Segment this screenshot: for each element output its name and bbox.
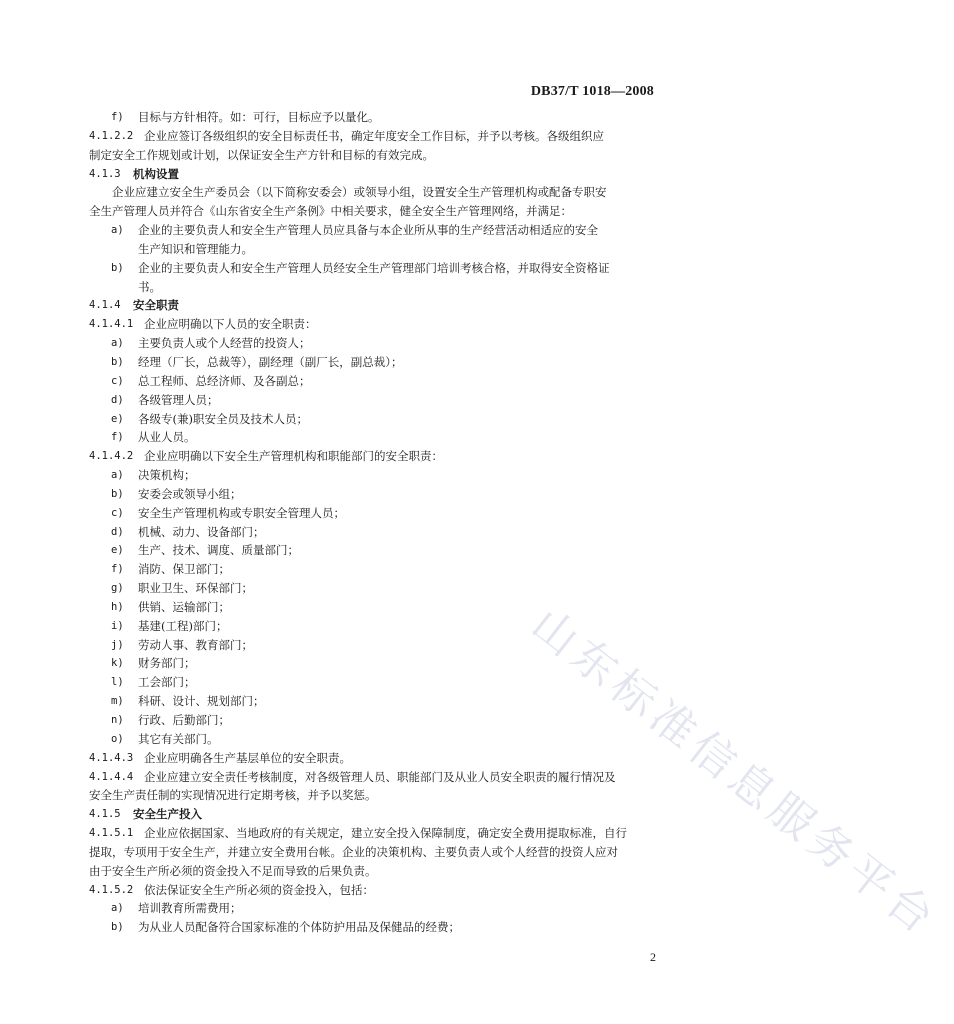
list-item bbox=[89, 353, 660, 372]
list-item-text: 为从业人员配备符合国家标准的个体防护用品及保健品的经费； bbox=[138, 920, 460, 935]
list-item bbox=[89, 579, 660, 598]
list-item-text: 从业人员。 bbox=[138, 430, 196, 445]
section-title: 机构设置 bbox=[133, 166, 179, 181]
list-item-text: 其它有关部门。 bbox=[138, 731, 219, 746]
paragraph-text: 全生产管理人员并符合《山东省安全生产条例》中相关要求，健全安全生产管理网络，并满足： bbox=[89, 204, 572, 219]
list-item bbox=[89, 108, 660, 127]
list-item-marker: b) bbox=[111, 487, 124, 500]
clause-number: 4.1.5.1 bbox=[89, 827, 134, 840]
list-item-text: 企业的主要负责人和安全生产管理人员经安全生产管理部门培训考核合格，并取得安全资格证 bbox=[138, 260, 610, 275]
list-item bbox=[89, 523, 660, 542]
paragraph-text: 由于安全生产所必须的资金投入不足而导致的后果负责。 bbox=[89, 863, 377, 878]
list-item-marker: a) bbox=[111, 224, 124, 237]
clause-number: 4.1.4.2 bbox=[89, 450, 134, 463]
list-item-text: 机械、动力、设备部门； bbox=[138, 524, 265, 539]
list-item-text: 目标与方针相符。如：可行，目标应予以量化。 bbox=[138, 110, 380, 124]
list-item-marker: b) bbox=[111, 921, 124, 934]
paragraph-line bbox=[89, 843, 660, 862]
clause-text: 企业应依据国家、当地政府的有关规定，建立安全投入保障制度，确定安全费用提取标准，自行 bbox=[144, 826, 627, 841]
list-item-text: 劳动人事、教育部门； bbox=[138, 637, 253, 652]
list-item-marker: m) bbox=[111, 695, 124, 708]
list-item-continuation bbox=[89, 278, 660, 297]
paragraph-text: 制定安全工作规划或计划，以保证安全生产方针和目标的有效完成。 bbox=[89, 147, 434, 162]
section-heading bbox=[89, 805, 660, 824]
list-item bbox=[89, 485, 660, 504]
list-item-marker: l) bbox=[111, 676, 124, 689]
clause-text: 企业应明确各生产基层单位的安全职责。 bbox=[144, 750, 351, 765]
list-item-marker: h) bbox=[111, 600, 124, 613]
clause bbox=[89, 749, 660, 768]
list-item-marker: f) bbox=[111, 431, 124, 444]
list-item-text: 决策机构； bbox=[138, 468, 196, 483]
list-item-text: 生产知识和管理能力。 bbox=[138, 241, 253, 256]
list-item bbox=[89, 221, 660, 240]
list-item bbox=[89, 692, 660, 711]
list-item-text: 生产、技术、调度、质量部门； bbox=[138, 543, 299, 558]
section-title: 安全职责 bbox=[133, 298, 179, 313]
list-item-text: 各级管理人员； bbox=[138, 392, 219, 407]
list-item-marker: n) bbox=[111, 714, 124, 726]
list-item bbox=[89, 918, 660, 937]
clause bbox=[89, 768, 660, 787]
list-item bbox=[89, 617, 660, 636]
list-item bbox=[89, 899, 660, 918]
watermark: 山东标准信息服务平台 bbox=[521, 598, 948, 947]
list-item-marker: j) bbox=[111, 638, 124, 651]
list-item bbox=[89, 730, 660, 749]
list-item-marker: c) bbox=[111, 374, 124, 387]
list-item-marker: e) bbox=[111, 412, 124, 425]
clause-text: 企业应建立安全责任考核制度，对各级管理人员、职能部门及从业人员安全职责的履行情况及 bbox=[144, 769, 616, 784]
list-item bbox=[89, 428, 660, 447]
clause-number: 4.1.4.1 bbox=[89, 318, 134, 331]
section-title: 安全生产投入 bbox=[133, 807, 202, 822]
list-item bbox=[89, 541, 660, 560]
clause bbox=[89, 447, 660, 466]
document-body bbox=[89, 108, 660, 937]
clause bbox=[89, 881, 660, 900]
list-item-continuation bbox=[89, 240, 660, 259]
list-item-marker: k) bbox=[111, 657, 124, 670]
paragraph-line bbox=[89, 786, 660, 805]
paragraph-text: 安全生产责任制的实现情况进行定期考核，并予以奖惩。 bbox=[89, 788, 377, 803]
list-item-text: 安全生产管理机构或专职安全管理人员； bbox=[138, 505, 345, 520]
list-item-marker: a) bbox=[111, 902, 124, 915]
list-item bbox=[89, 636, 660, 655]
list-item-text: 科研、设计、规划部门； bbox=[138, 694, 265, 709]
list-item bbox=[89, 673, 660, 692]
clause-number: 4.1.4.4 bbox=[89, 770, 134, 783]
list-item bbox=[89, 654, 660, 673]
paragraph-line bbox=[89, 146, 660, 165]
clause bbox=[89, 127, 660, 146]
clause-text: 企业应明确以下安全生产管理机构和职能部门的安全职责： bbox=[144, 449, 443, 464]
section-heading bbox=[89, 296, 660, 315]
list-item-text: 消防、保卫部门； bbox=[138, 562, 230, 577]
section-number: 4.1.3 bbox=[89, 167, 121, 180]
list-item-marker: f) bbox=[111, 563, 124, 576]
standard-code: DB37/T 1018—2008 bbox=[530, 84, 654, 99]
paragraph-line bbox=[89, 862, 660, 881]
list-item-marker: c) bbox=[111, 506, 124, 519]
list-item-marker: i) bbox=[111, 619, 124, 632]
paragraph-line bbox=[89, 183, 660, 202]
section-number: 4.1.5 bbox=[89, 808, 121, 821]
section-heading bbox=[89, 165, 660, 184]
clause-text: 依法保证安全生产所必须的资金投入，包括： bbox=[144, 882, 374, 897]
paragraph-text: 提取，专项用于安全生产，并建立安全费用台帐。企业的决策机构、主要负责人或个人经营的投资人应对 bbox=[89, 844, 618, 859]
clause-text: 企业应签订各级组织的安全目标责任书，确定年度安全工作目标，并予以考核。各级组织应 bbox=[144, 128, 604, 143]
list-item-text: 企业的主要负责人和安全生产管理人员应具备与本企业所从事的生产经营活动相适应的安全 bbox=[138, 223, 598, 238]
list-item bbox=[89, 598, 660, 617]
list-item-text: 总工程师、总经济师、及各副总； bbox=[138, 373, 311, 388]
list-item-marker: d) bbox=[111, 393, 124, 406]
clause bbox=[89, 315, 660, 334]
list-item-text: 主要负责人或个人经营的投资人； bbox=[138, 336, 311, 351]
list-item-text: 工会部门； bbox=[138, 675, 196, 690]
list-item-marker: f) bbox=[111, 111, 124, 123]
clause bbox=[89, 824, 660, 843]
list-item-marker: a) bbox=[111, 469, 124, 482]
list-item bbox=[89, 372, 660, 391]
list-item-marker: g) bbox=[111, 582, 124, 595]
list-item bbox=[89, 711, 660, 730]
clause-number: 4.1.2.2 bbox=[89, 129, 134, 142]
list-item bbox=[89, 560, 660, 579]
list-item-text: 基建(工程)部门； bbox=[138, 618, 228, 633]
page-number: 2 bbox=[650, 950, 656, 964]
list-item-text: 财务部门； bbox=[138, 656, 196, 671]
list-item-text: 培训教育所需费用； bbox=[138, 901, 242, 916]
list-item-marker: b) bbox=[111, 261, 124, 274]
list-item-marker: e) bbox=[111, 544, 124, 557]
list-item-marker: o) bbox=[111, 732, 124, 745]
list-item-marker: a) bbox=[111, 337, 124, 350]
list-item bbox=[89, 504, 660, 523]
section-number: 4.1.4 bbox=[89, 299, 121, 312]
list-item-text: 经理（厂长，总裁等），副经理（副厂长，副总裁）； bbox=[138, 354, 403, 369]
list-item-marker: d) bbox=[111, 525, 124, 538]
list-item-text: 行政、后勤部门； bbox=[138, 713, 230, 727]
list-item bbox=[89, 466, 660, 485]
clause-number: 4.1.4.3 bbox=[89, 751, 134, 764]
list-item bbox=[89, 391, 660, 410]
list-item bbox=[89, 334, 660, 353]
list-item-text: 供销、运输部门； bbox=[138, 599, 230, 614]
list-item-text: 职业卫生、环保部门； bbox=[138, 581, 253, 596]
paragraph-text: 企业应建立安全生产委员会（以下简称安委会）或领导小组，设置安全生产管理机构或配备专职安 bbox=[112, 185, 607, 200]
list-item-text: 书。 bbox=[138, 279, 161, 294]
list-item-text: 安委会或领导小组； bbox=[138, 486, 242, 501]
list-item-marker: b) bbox=[111, 355, 124, 368]
list-item bbox=[89, 410, 660, 429]
clause-number: 4.1.5.2 bbox=[89, 883, 134, 896]
list-item bbox=[89, 259, 660, 278]
clause-text: 企业应明确以下人员的安全职责： bbox=[144, 317, 317, 332]
paragraph-line bbox=[89, 202, 660, 221]
list-item-text: 各级专(兼)职安全员及技术人员； bbox=[138, 411, 308, 426]
